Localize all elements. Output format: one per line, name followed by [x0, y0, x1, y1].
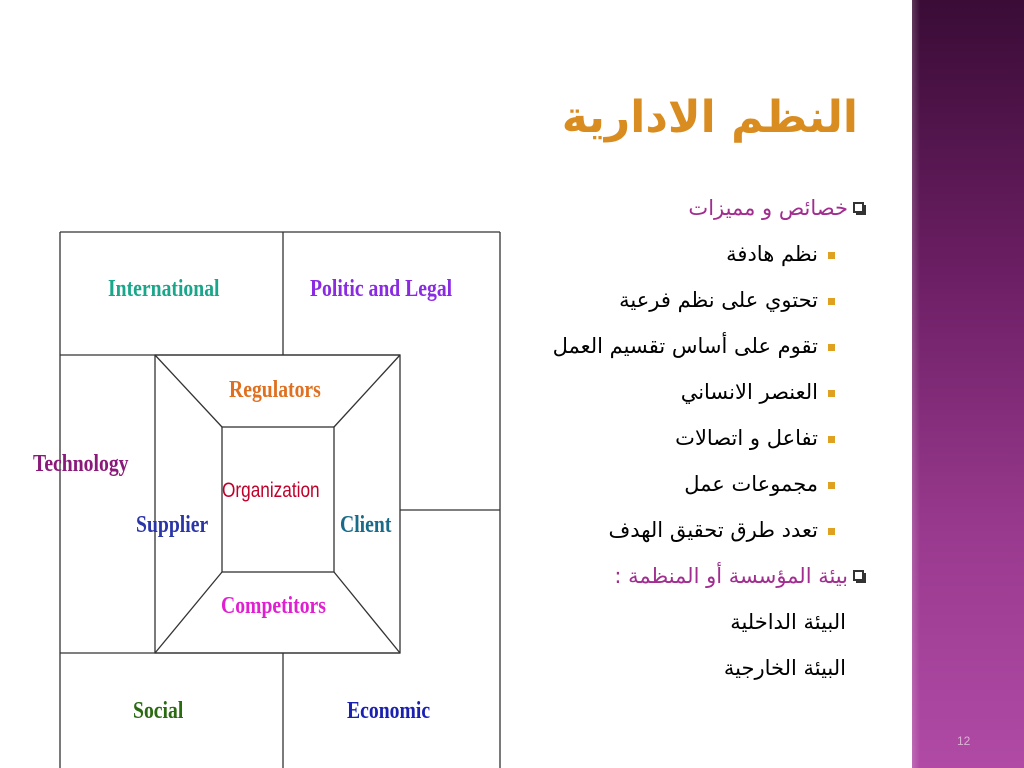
label-social: Social [133, 698, 184, 724]
label-technology: Technology [33, 451, 129, 477]
list-item-text: العنصر الانساني [680, 380, 818, 404]
label-organization: Organization [222, 479, 320, 502]
list-item-text: مجموعات عمل [684, 472, 818, 496]
list-item-text: تفاعل و اتصالات [675, 426, 818, 450]
label-competitors: Competitors [221, 593, 326, 619]
label-politic-legal: Politic and Legal [310, 276, 453, 302]
slide-number: 12 [957, 734, 971, 748]
list-item-text: نظم هادفة [726, 242, 818, 266]
heading-text: بيئة المؤسسة أو المنظمة : [614, 564, 848, 588]
list-plain-text: البيئة الداخلية [730, 610, 846, 634]
list-plain-text: البيئة الخارجية [723, 656, 846, 680]
label-economic: Economic [347, 698, 431, 724]
label-client: Client [340, 512, 392, 538]
list-item-text: تقوم على أساس تقسيم العمل [552, 334, 818, 358]
heading-text: خصائص و مميزات [688, 196, 848, 220]
list-item-text: تحتوي على نظم فرعية [619, 288, 818, 312]
label-supplier: Supplier [136, 512, 209, 538]
slide-title: النظم الادارية [561, 92, 858, 143]
label-international: International [108, 276, 220, 302]
label-regulators: Regulators [229, 377, 321, 403]
list-item-text: تعدد طرق تحقيق الهدف [608, 518, 818, 542]
